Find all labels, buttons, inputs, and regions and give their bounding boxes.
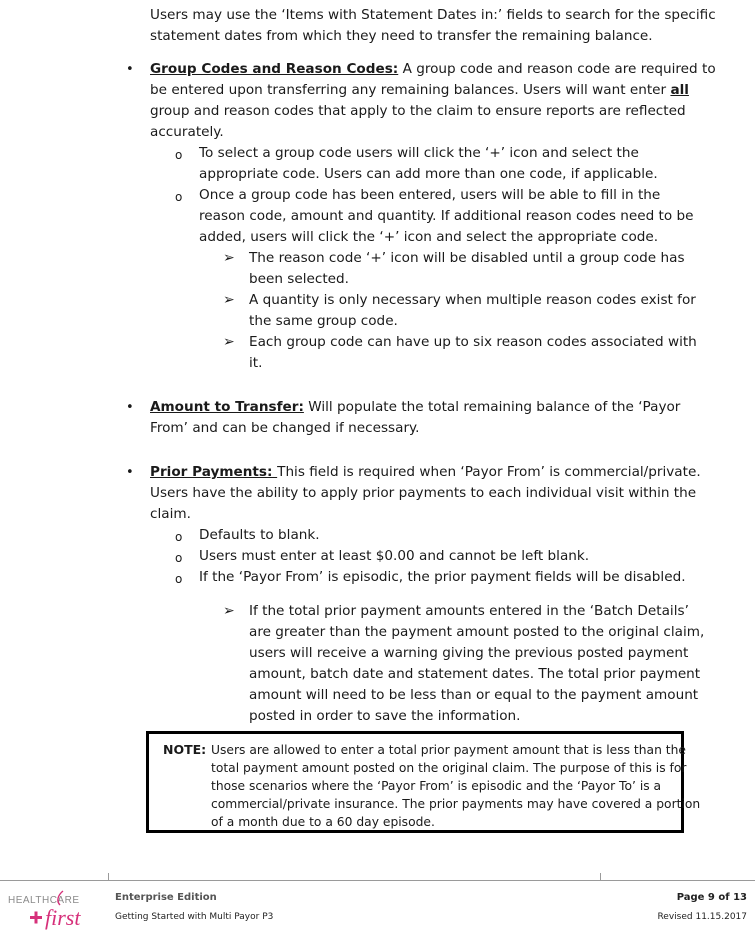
prior-line: Users have the ability to apply prior payments to each individual visit within the (150, 485, 697, 501)
arrow-bullet-line: If the total prior payment amounts entered in the ‘Batch Details’ (249, 603, 689, 619)
arrow-bullet-line: A quantity is only necessary when multiple reason codes exist for (249, 292, 696, 308)
paragraph-text: be entered upon transferring any remaining balances. Users will want enter (150, 82, 671, 98)
healthcare-first-logo (8, 889, 104, 931)
group-codes-line (150, 59, 716, 80)
sub-bullet-line: reason code, amount and quantity. If additional reason codes need to be (199, 208, 694, 224)
sub-bullet-line: If the ‘Payor From’ is episodic, the prior payment fields will be disabled. (199, 569, 686, 585)
note-line: commercial/private insurance. The prior payments may have covered a portion (211, 797, 701, 811)
sub-bullet-line: added, users will click the ‘+’ icon and select the appropriate code. (199, 229, 659, 245)
sub-bullet-line: Users must enter at least $0.00 and cannot be left blank. (199, 548, 590, 564)
footer-divider (0, 880, 755, 881)
group-codes-line: group and reason codes that apply to the claim to ensure reports are reflected (150, 103, 686, 119)
sub-bullet-line: To select a group code users will click the ‘+’ icon and select the (199, 145, 639, 161)
note-label: NOTE: (163, 742, 207, 757)
paragraph-text: This field is required when ‘Payor From’ is commercial/private. (277, 464, 701, 480)
note-box (146, 731, 701, 833)
footer-revised-date: Revised 11.15.2017 (657, 912, 747, 922)
arrow-bullet-line: amount will need to be less than or equal to the payment amount (249, 687, 699, 703)
arrow-bullet-line: The reason code ‘+’ icon will be disabled until a group code has (249, 250, 685, 266)
logo-plus-v (35, 912, 38, 924)
arrow-bullet-icon: ➢ (223, 292, 235, 308)
footer-edition: Enterprise Edition (115, 892, 217, 903)
arrow-bullet-line: are greater than the payment amount posted to the original claim, (249, 624, 705, 640)
emphasis-text: all (670, 82, 689, 98)
sub-bullet-line: appropriate code. Users can add more than one code, if applicable. (199, 166, 658, 182)
prior-line (150, 462, 701, 483)
arrow-bullet-icon: ➢ (223, 250, 235, 266)
prior-line: claim. (150, 506, 191, 522)
intro-line: statement dates from which they need to transfer the remaining balance. (150, 28, 653, 44)
amount-heading: Amount to Transfer: (150, 399, 304, 415)
bullet-icon: • (126, 62, 134, 77)
arrow-bullet-line: posted in order to save the information. (249, 708, 521, 724)
logo-bottom-text: first (45, 905, 81, 930)
circle-bullet-icon: o (175, 190, 183, 204)
arrow-bullet-line: Each group code can have up to six reason codes associated with (249, 334, 697, 350)
note-line: those scenarios where the ‘Payor From’ is episodic and the ‘Payor To’ is a (211, 779, 662, 793)
arrow-bullet-line: amount, batch date and statement dates. The total prior payment (249, 666, 701, 682)
footer-page-number: Page 9 of 13 (676, 892, 747, 903)
paragraph-text: A group code and reason code are required to (398, 61, 716, 77)
circle-bullet-icon: o (175, 572, 183, 586)
group-codes-heading: Group Codes and Reason Codes: (150, 61, 399, 77)
arrow-bullet-line: it. (249, 355, 263, 371)
prior-heading: Prior Payments: (150, 464, 278, 480)
footer-tick (600, 873, 601, 881)
note-line: total payment amount posted on the original claim. The purpose of this is for (211, 761, 687, 775)
sub-bullet-line: Defaults to blank. (199, 527, 320, 543)
circle-bullet-icon: o (175, 530, 183, 544)
intro-line: Users may use the ‘Items with Statement Dates in:’ fields to search for the specific (150, 7, 716, 23)
sub-bullet-line: Once a group code has been entered, users will be able to fill in the (199, 187, 661, 203)
circle-bullet-icon: o (175, 551, 183, 565)
group-codes-line: accurately. (150, 124, 224, 140)
arrow-bullet-line: the same group code. (249, 313, 398, 329)
arrow-bullet-icon: ➢ (223, 334, 235, 350)
group-codes-line (150, 80, 689, 101)
arrow-bullet-line: been selected. (249, 271, 349, 287)
bullet-icon: • (126, 400, 134, 415)
arrow-bullet-line: users will receive a warning giving the previous posted payment (249, 645, 689, 661)
footer-tick (108, 873, 109, 881)
amount-line: From’ and can be changed if necessary. (150, 420, 420, 436)
circle-bullet-icon: o (175, 148, 183, 162)
note-line: of a month due to a 60 day episode. (211, 815, 435, 829)
note-line: Users are allowed to enter a total prior payment amount that is less than the (211, 743, 686, 757)
footer-guide-title: Getting Started with Multi Payor P3 (115, 912, 274, 922)
bullet-icon: • (126, 465, 134, 480)
amount-line (150, 397, 680, 418)
arrow-bullet-icon: ➢ (223, 603, 235, 619)
paragraph-text: Will populate the total remaining balance of the ‘Payor (303, 399, 681, 415)
logo-top-text: HEALTHCARE (8, 895, 80, 906)
